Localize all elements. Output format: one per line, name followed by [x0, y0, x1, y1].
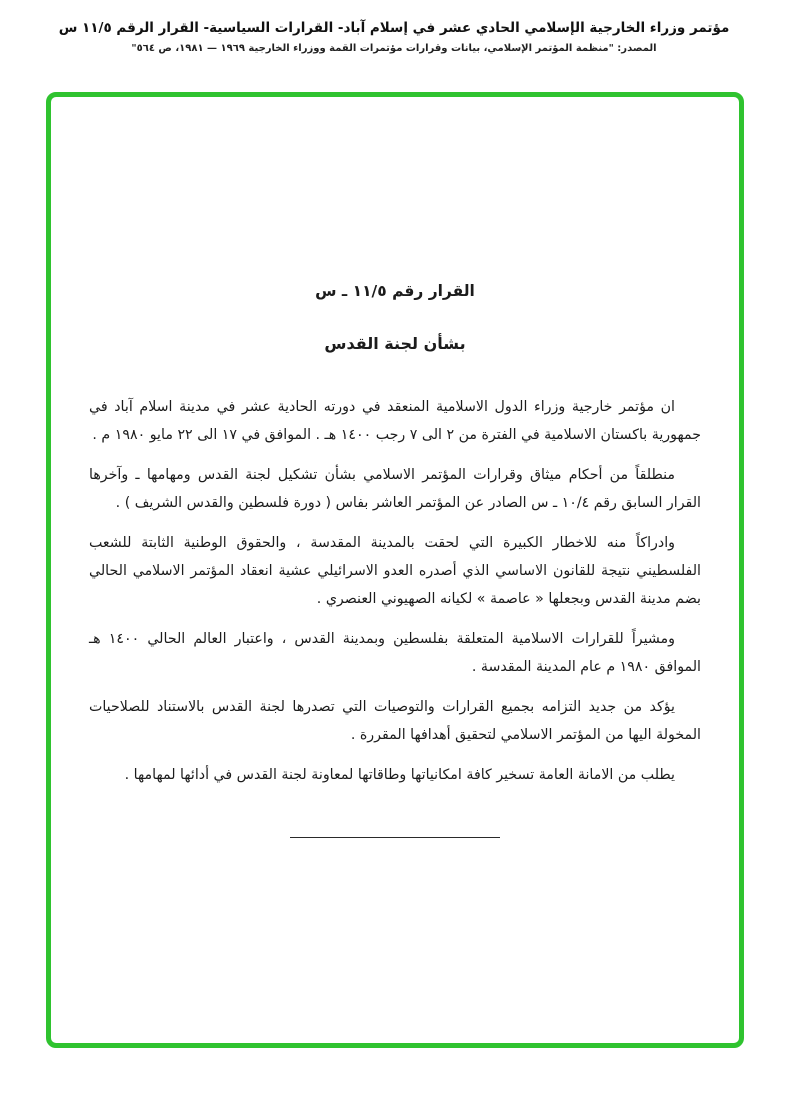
paragraph-reference-resolutions: ومشيراً للقرارات الاسلامية المتعلقة بفلسطين وبمدينة القدس ، واعتبار العالم الحالي ١٤٠٠ هـ الموافق ١٩٨٠ م عام المدينة المقدسة . — [89, 631, 701, 675]
document-frame — [46, 92, 744, 1048]
citation-source-line: المصدر: "منظمة المؤتمر الإسلامي، بيانات وقرارات مؤتمرات القمة ووزراء الخارجية ١٩٦٩ — ١٩٨١، ص ٥٦٤" — [131, 43, 657, 54]
paragraph-secretariat-request: يطلب من الامانة العامة تسخير كافة امكانياتها وطاقاتها لمعاونة لجنة القدس في أدائها لمهامها . — [124, 767, 675, 783]
resolution-number-title: القرار رقم ١١/٥ ـ س — [315, 282, 475, 300]
paragraph-charter-basis: منطلقاً من أحكام ميثاق وقرارات المؤتمر الاسلامي بشأن تشكيل لجنة القدس ومهامها ـ وآخرها القرار السابق رقم ١٠/٤ ـ س الصادر عن المؤتمر العاشر بفاس ( دورة فلسطين والقدس الشريف ) . — [89, 467, 701, 511]
resolution-subject-title: بشأن لجنة القدس — [324, 334, 466, 353]
citation-header — [0, 20, 788, 54]
paragraph-reaffirmation: يؤكد من جديد التزامه بجميع القرارات والتوصيات التي تصدرها لجنة القدس بالاستناد للصلاحيات المخولة اليها من المؤتمر الاسلامي لتحقيق أهدافها المقررة . — [89, 699, 701, 743]
citation-title-line: مؤتمر وزراء الخارجية الإسلامي الحادي عشر في إسلام آباد- القرارات السياسية- القرار الرقم ١١/٥ س — [58, 20, 730, 36]
paragraph-dangers: وادراكاً منه للاخطار الكبيرة التي لحقت بالمدينة المقدسة ، والحقوق الوطنية الثابتة للشعب الفلسطيني نتيجة للقانون الاساسي الذي أصدره العدو الاسرائيلي عشية انعقاد المؤتمر الاسلامي الحالي بضم مدينة القدس وبجعلها « عاصمة » لكيانه الصهيوني العنصري . — [89, 535, 701, 607]
document-content — [89, 282, 701, 838]
paragraph-preamble: ان مؤتمر خارجية وزراء الدول الاسلامية المنعقد في دورته الحادية عشر في مدينة اسلام آباد في جمهورية باكستان الاسلامية في الفترة من ٢ الى ٧ رجب ١٤٠٠ هـ . الموافق في ١٧ الى ٢٢ مايو ١٩٨٠ م . — [89, 399, 701, 443]
end-divider-line — [290, 837, 500, 838]
